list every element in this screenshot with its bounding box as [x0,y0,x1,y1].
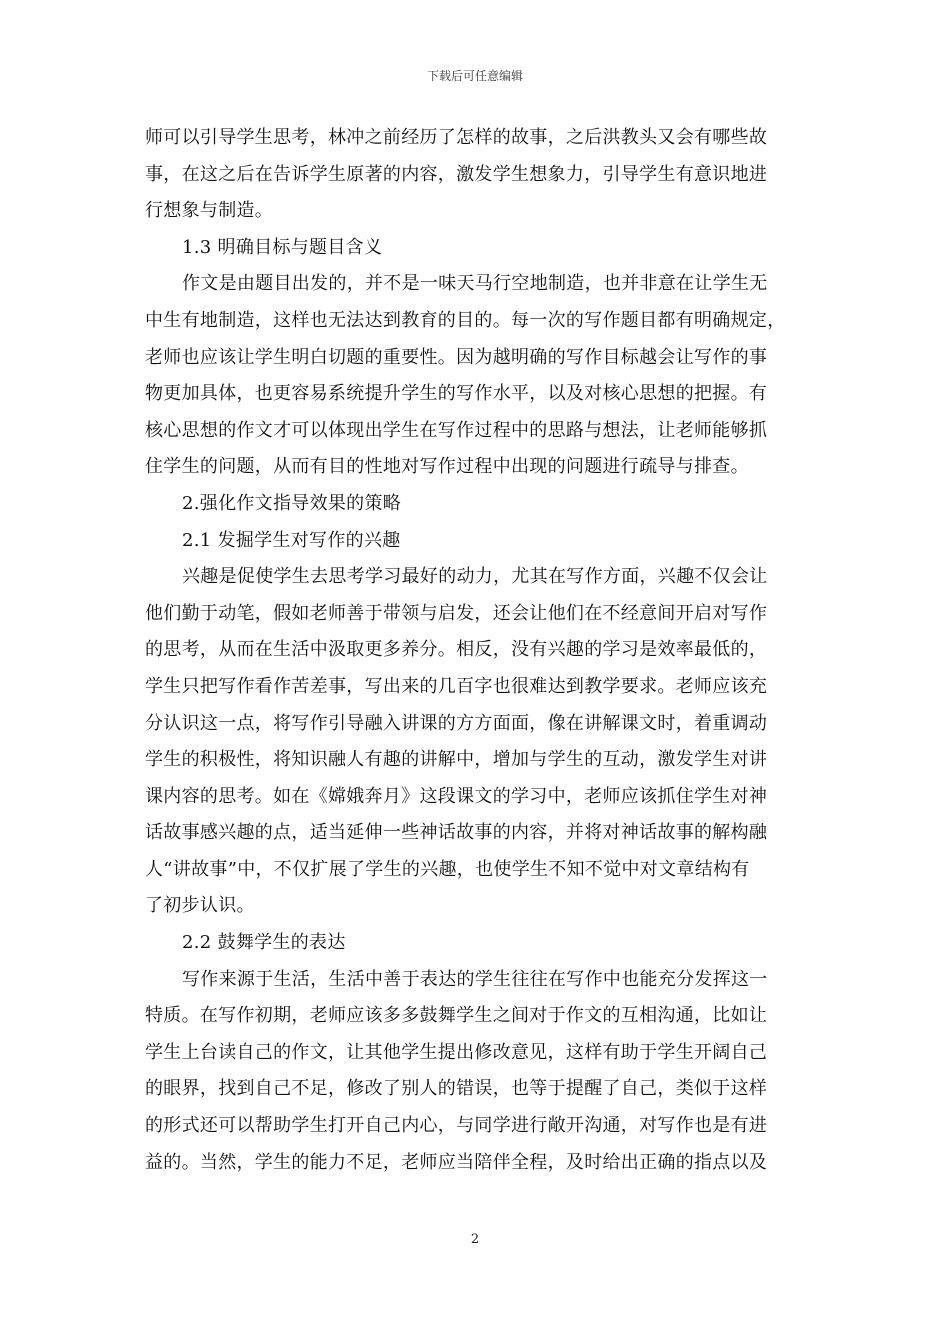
document-body [145,120,807,1181]
text-line: 核心思想的作文才可以体现出学生在写作过程中的思路与想法，让老师能够抓 [145,419,768,441]
text-line: 兴趣是促使学生去思考学习最好的动力，尤其在写作方面，兴趣不仅会让 [182,566,768,588]
text-line: 人“讲故事”中，不仅扩展了学生的兴趣，也使学生不知不觉中对文章结构有 [145,858,750,880]
text-line: 2.1 发掘学生对写作的兴趣 [182,529,401,551]
text-line: 1.3 明确目标与题目含义 [182,236,383,258]
text-line: 作文是由题目出发的，并不是一味天马行空地制造，也并非意在让学生无 [182,273,768,295]
text-line: 写作来源于生活，生活中善于表达的学生往往在写作中也能充分发挥这一 [182,968,768,990]
text-line: 分认识这一点，将写作引导融入讲课的方方面面，像在讲解课文时，着重调动 [145,712,768,734]
text-line: 师可以引导学生思考，林冲之前经历了怎样的故事，之后洪教头又会有哪些故 [145,127,768,148]
text-line: 学生的积极性，将知识融人有趣的讲解中，增加与学生的互动，激发学生对讲 [145,749,768,771]
text-line: 的思考，从而在生活中汲取更多养分。相反，没有兴趣的学习是效率最低的， [145,639,768,661]
page-number: 2 [470,1232,480,1247]
text-line: 2.2 鼓舞学生的表达 [182,932,346,954]
text-line: 老师也应该让学生明白切题的重要性。因为越明确的写作目标越会让写作的事 [145,346,768,368]
text-line: 益的。当然，学生的能力不足，老师应当陪伴全程，及时给出正确的指点以及 [145,1151,768,1173]
text-line: 学生只把写作看作苦差事，写出来的几百字也很难达到教学要求。老师应该充 [145,675,768,697]
text-line: 行想象与制造。 [145,200,274,222]
text-line: 物更加具体，也更容易系统提升学生的写作水平，以及对核心思想的把握。有 [145,383,768,405]
text-line: 住学生的问题，从而有目的性地对写作过程中出现的问题进行疏导与排查。 [145,456,749,478]
text-line: 话故事感兴趣的点，适当延伸一些神话故事的内容，并将对神话故事的解构融 [145,822,768,844]
text-line: 特质。在写作初期，老师应该多多鼓舞学生之间对于作文的互相沟通，比如让 [145,1005,768,1027]
text-line: 了初步认识。 [145,895,255,917]
text-line: 学生上台读自己的作文，让其他学生提出修改意见，这样有助于学生开阔自己 [145,1041,768,1063]
text-line: 事，在这之后在告诉学生原著的内容，激发学生想象力，引导学生有意识地进 [145,163,768,185]
page-header: 下载后可任意编辑 [426,69,523,83]
text-line: 的眼界，找到自己不足，修改了别人的错误，也等于提醒了自己，类似于这样 [145,1078,768,1100]
text-line: 的形式还可以帮助学生打开自己内心，与同学进行敞开沟通，对写作也是有进 [145,1115,768,1137]
text-line: 中生有地制造，这样也无法达到教育的目的。每一次的写作题目都有明确规定， [145,309,786,331]
text-line: 他们勤于动笔，假如老师善于带领与启发，还会让他们在不经意间开启对写作 [145,602,768,624]
text-line: 2.强化作文指导效果的策略 [182,492,402,514]
text-line: 课内容的思考。如在《嫦娥奔月》这段课文的学习中，老师应该抓住学生对神 [145,785,768,807]
